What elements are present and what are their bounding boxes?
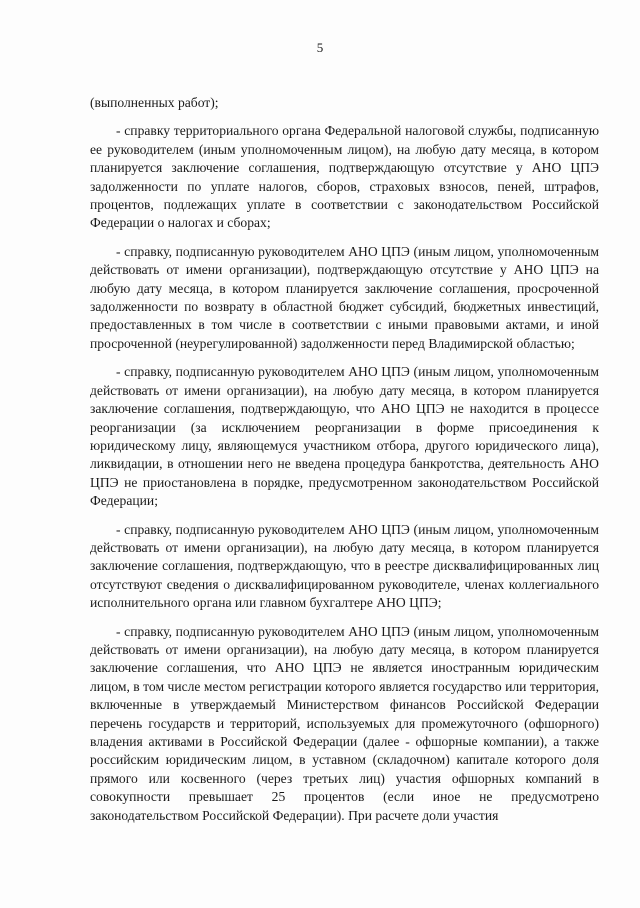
document-body xyxy=(90,94,599,825)
paragraph-continuation: (выполненных работ); xyxy=(90,95,219,110)
paragraph-budget-debt-certificate: - справку, подписанную руководителем АНО ЦПЭ (иным лицом, уполномоченным действовать от имени организации), подтверждающую отсутствие у АНО ЦПЭ на любую дату месяца, в котором планируется заключение соглашения, просроченной задолженности по возврату в областной бюджет субсидий, бюджетных инвестиций, предоставленных в том числе в соответствии с иными правовыми актами, и иной просроченной (неурегулированной) задолженности перед Владимирской областью; xyxy=(90,243,599,351)
page-number: 5 xyxy=(316,40,324,55)
paragraph-tax-certificate: - справку территориального органа Федеральной налоговой службы, подписанную ее руководителем (иным уполномоченным лицом), на любую дату месяца, в котором планируется заключение соглашения, подтверждающую отсутствие у АНО ЦПЭ задолженности по уплате налогов, сборов, страховых взносов, пеней, штрафов, процентов, подлежащих уплате в соответствии с законодательством Российской Федерации о налогах и сборах; xyxy=(90,123,599,231)
paragraph-reorganization-certificate: - справку, подписанную руководителем АНО ЦПЭ (иным лицом, уполномоченным действовать от имени организации), на любую дату месяца, в котором планируется заключение соглашения, подтверждающую, что АНО ЦПЭ не находится в процессе реорганизации (за исключением реорганизации в форме присоединения к юридическому лицу, являющемуся участником отбора, другого юридического лица), ликвидации, в отношении него не введена процедура банкротства, деятельность АНО ЦПЭ не приостановлена в порядке, предусмотренном законодательством Российской Федерации; xyxy=(90,364,599,509)
paragraph-disqualification-certificate: - справку, подписанную руководителем АНО ЦПЭ (иным лицом, уполномоченным действовать от имени организации), на любую дату месяца, в котором планируется заключение соглашения, подтверждающую, что в реестре дисквалифицированных лиц отсутствуют сведения о дисквалифицированном руководителе, членах коллегиального исполнительного органа или главном бухгалтере АНО ЦПЭ; xyxy=(90,521,599,611)
paragraph-offshore-certificate: - справку, подписанную руководителем АНО ЦПЭ (иным лицом, уполномоченным действовать от имени организации), на любую дату месяца, в котором планируется заключение соглашения, что АНО ЦПЭ не является иностранным юридическим лицом, в том числе местом регистрации которого является государство или территория, включенные в утверждаемый Министерством финансов Российской Федерации перечень государств и территорий, используемых для промежуточного (офшорного) владения активами в Российской Федерации (далее - офшорные компании), а также российским юридическим лицом, в уставном (складочном) капитале которого доля прямого или косвенного (через третьих лиц) участия офшорных компаний в совокупности превышает 25 процентов (если иное не предусмотрено законодательством Российской Федерации). При расчете доли участия xyxy=(90,623,599,823)
